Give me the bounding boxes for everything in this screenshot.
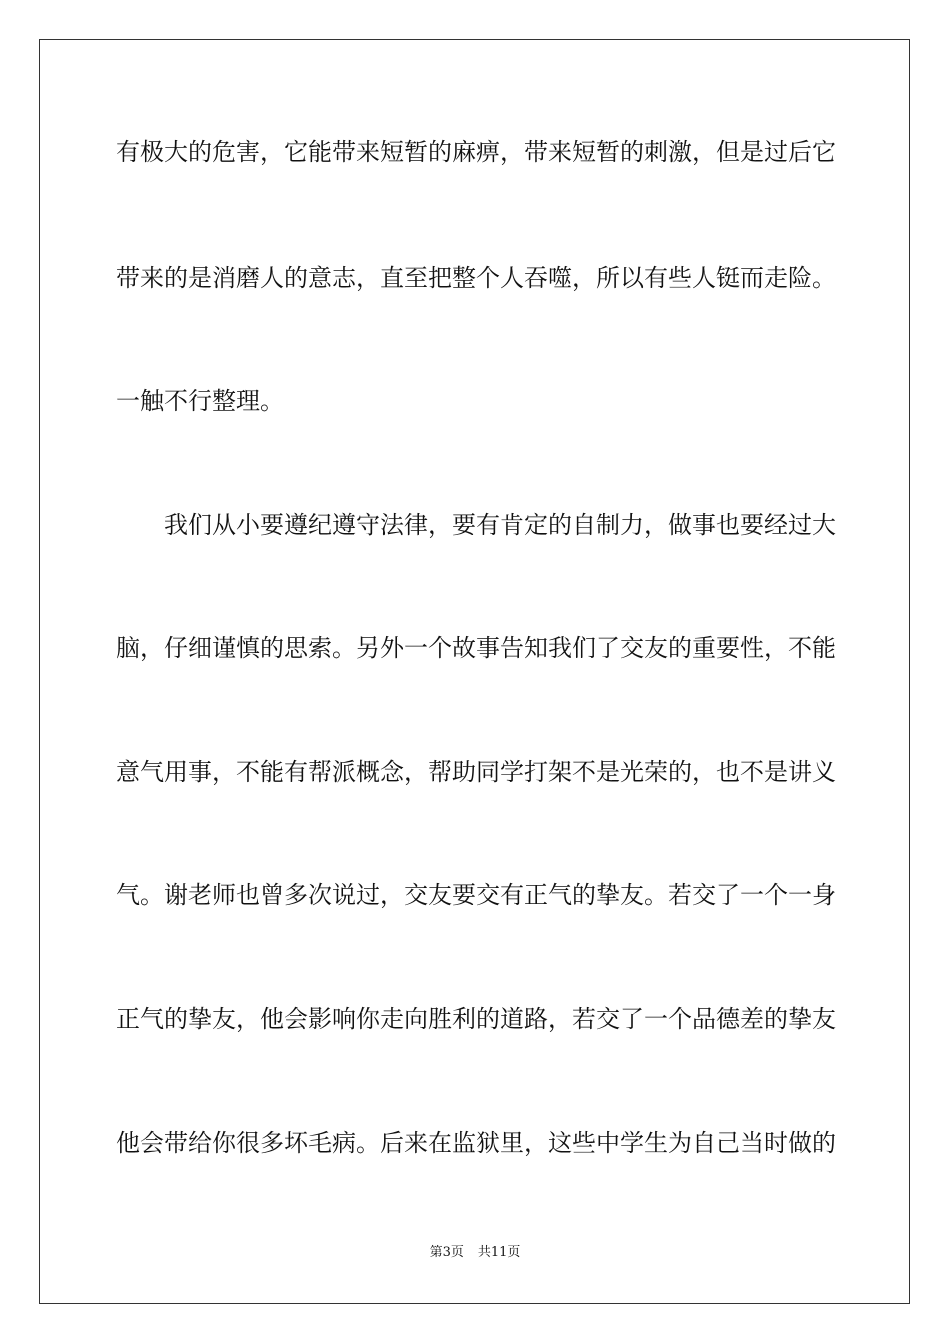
page-number: 第3页 (429, 1245, 464, 1260)
text-line-8: 正气的挚友，他会影响你走向胜利的道路，若交了一个品德差的挚友 (116, 1005, 836, 1033)
page-footer (0, 1244, 950, 1262)
text-line-1: 有极大的危害，它能带来短暂的麻痹，带来短暂的刺激，但是过后它 (116, 138, 836, 166)
text-line-4: 我们从小要遵纪遵守法律，要有肯定的自制力，做事也要经过大 (164, 511, 836, 539)
page-total: 共11页 (477, 1245, 521, 1260)
text-line-9: 他会带给你很多坏毛病。后来在监狱里，这些中学生为自己当时做的 (116, 1129, 836, 1157)
text-line-3: 一触不行整理。 (116, 387, 284, 415)
text-line-7: 气。谢老师也曾多次说过，交友要交有正气的挚友。若交了一个一身 (116, 881, 836, 909)
text-line-2: 带来的是消磨人的意志，直至把整个人吞噬，所以有些人铤而走险。 (116, 264, 836, 292)
text-line-6: 意气用事，不能有帮派概念，帮助同学打架不是光荣的，也不是讲义 (116, 758, 836, 786)
text-line-5: 脑，仔细谨慎的思索。另外一个故事告知我们了交友的重要性，不能 (116, 634, 836, 662)
page-border (39, 39, 910, 1304)
